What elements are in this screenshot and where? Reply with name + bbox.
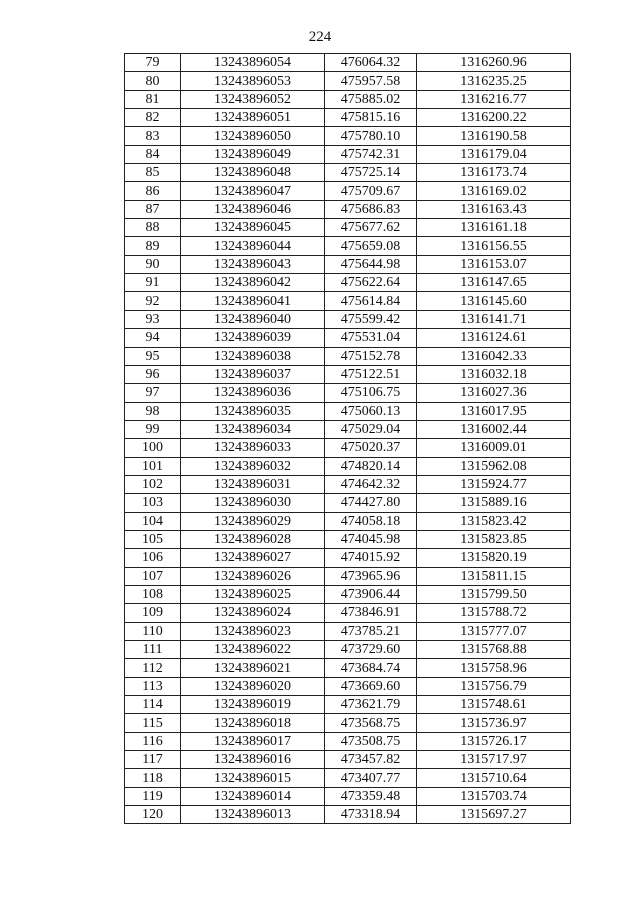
point-id-cell: 13243896013 [181,806,325,824]
table-row [125,347,571,365]
point-number-cell: 109 [125,604,181,622]
point-id-cell: 13243896029 [181,512,325,530]
y-coordinate-cell: 1315823.42 [417,512,571,530]
x-coordinate-cell: 475020.37 [325,439,417,457]
point-id-cell: 13243896025 [181,585,325,603]
table-row [125,237,571,255]
table-row [125,769,571,787]
point-id-cell: 13243896035 [181,402,325,420]
point-id-cell: 13243896018 [181,714,325,732]
table-row [125,439,571,457]
coordinates-table-body [125,54,571,824]
point-id-cell: 13243896040 [181,310,325,328]
y-coordinate-cell: 1316124.61 [417,329,571,347]
table-row [125,806,571,824]
y-coordinate-cell: 1316190.58 [417,127,571,145]
point-id-cell: 13243896041 [181,292,325,310]
y-coordinate-cell: 1316147.65 [417,274,571,292]
x-coordinate-cell: 475709.67 [325,182,417,200]
x-coordinate-cell: 475957.58 [325,72,417,90]
point-number-cell: 80 [125,72,181,90]
point-number-cell: 93 [125,310,181,328]
y-coordinate-cell: 1315811.15 [417,567,571,585]
x-coordinate-cell: 473684.74 [325,659,417,677]
x-coordinate-cell: 473508.75 [325,732,417,750]
y-coordinate-cell: 1316235.25 [417,72,571,90]
y-coordinate-cell: 1316216.77 [417,90,571,108]
x-coordinate-cell: 473407.77 [325,769,417,787]
point-id-cell: 13243896022 [181,641,325,659]
x-coordinate-cell: 473621.79 [325,696,417,714]
table-row [125,714,571,732]
point-number-cell: 114 [125,696,181,714]
point-number-cell: 112 [125,659,181,677]
table-row [125,567,571,585]
table-row [125,182,571,200]
point-id-cell: 13243896032 [181,457,325,475]
point-number-cell: 88 [125,219,181,237]
table-row [125,310,571,328]
table-row [125,696,571,714]
table-row [125,72,571,90]
point-number-cell: 106 [125,549,181,567]
point-id-cell: 13243896024 [181,604,325,622]
point-number-cell: 111 [125,641,181,659]
table-row [125,384,571,402]
x-coordinate-cell: 473318.94 [325,806,417,824]
y-coordinate-cell: 1315703.74 [417,787,571,805]
x-coordinate-cell: 474427.80 [325,494,417,512]
x-coordinate-cell: 475659.08 [325,237,417,255]
y-coordinate-cell: 1316173.74 [417,164,571,182]
point-id-cell: 13243896051 [181,109,325,127]
y-coordinate-cell: 1315820.19 [417,549,571,567]
table-row [125,677,571,695]
x-coordinate-cell: 474015.92 [325,549,417,567]
point-number-cell: 102 [125,475,181,493]
x-coordinate-cell: 473359.48 [325,787,417,805]
y-coordinate-cell: 1315726.17 [417,732,571,750]
table-row [125,530,571,548]
x-coordinate-cell: 475614.84 [325,292,417,310]
y-coordinate-cell: 1316179.04 [417,145,571,163]
y-coordinate-cell: 1316032.18 [417,365,571,383]
point-number-cell: 117 [125,751,181,769]
point-number-cell: 104 [125,512,181,530]
point-number-cell: 103 [125,494,181,512]
y-coordinate-cell: 1316161.18 [417,219,571,237]
table-row [125,475,571,493]
x-coordinate-cell: 474642.32 [325,475,417,493]
point-number-cell: 98 [125,402,181,420]
y-coordinate-cell: 1315717.97 [417,751,571,769]
point-number-cell: 99 [125,420,181,438]
x-coordinate-cell: 475780.10 [325,127,417,145]
point-id-cell: 13243896045 [181,219,325,237]
y-coordinate-cell: 1315710.64 [417,769,571,787]
table-row [125,292,571,310]
point-number-cell: 101 [125,457,181,475]
x-coordinate-cell: 475885.02 [325,90,417,108]
point-number-cell: 118 [125,769,181,787]
y-coordinate-cell: 1316260.96 [417,54,571,72]
x-coordinate-cell: 473965.96 [325,567,417,585]
point-id-cell: 13243896044 [181,237,325,255]
table-row [125,751,571,769]
point-id-cell: 13243896014 [181,787,325,805]
point-number-cell: 86 [125,182,181,200]
table-row [125,457,571,475]
point-id-cell: 13243896047 [181,182,325,200]
point-id-cell: 13243896026 [181,567,325,585]
table-row [125,732,571,750]
point-number-cell: 110 [125,622,181,640]
table-row [125,585,571,603]
point-id-cell: 13243896036 [181,384,325,402]
point-number-cell: 85 [125,164,181,182]
x-coordinate-cell: 474045.98 [325,530,417,548]
y-coordinate-cell: 1315823.85 [417,530,571,548]
table-row [125,219,571,237]
y-coordinate-cell: 1315768.88 [417,641,571,659]
point-id-cell: 13243896021 [181,659,325,677]
table-row [125,329,571,347]
point-number-cell: 119 [125,787,181,805]
x-coordinate-cell: 475152.78 [325,347,417,365]
y-coordinate-cell: 1316200.22 [417,109,571,127]
table-row [125,200,571,218]
table-row [125,145,571,163]
table-row [125,494,571,512]
x-coordinate-cell: 473846.91 [325,604,417,622]
x-coordinate-cell: 473568.75 [325,714,417,732]
x-coordinate-cell: 475599.42 [325,310,417,328]
point-id-cell: 13243896054 [181,54,325,72]
table-row [125,420,571,438]
y-coordinate-cell: 1315736.97 [417,714,571,732]
point-number-cell: 115 [125,714,181,732]
table-row [125,622,571,640]
point-number-cell: 97 [125,384,181,402]
x-coordinate-cell: 476064.32 [325,54,417,72]
x-coordinate-cell: 475622.64 [325,274,417,292]
point-number-cell: 94 [125,329,181,347]
point-id-cell: 13243896016 [181,751,325,769]
y-coordinate-cell: 1315697.27 [417,806,571,824]
table-row [125,549,571,567]
y-coordinate-cell: 1316027.36 [417,384,571,402]
table-row [125,787,571,805]
point-id-cell: 13243896052 [181,90,325,108]
point-number-cell: 83 [125,127,181,145]
x-coordinate-cell: 474820.14 [325,457,417,475]
point-number-cell: 79 [125,54,181,72]
y-coordinate-cell: 1315889.16 [417,494,571,512]
point-number-cell: 91 [125,274,181,292]
x-coordinate-cell: 475725.14 [325,164,417,182]
point-number-cell: 87 [125,200,181,218]
table-row [125,109,571,127]
y-coordinate-cell: 1315756.79 [417,677,571,695]
point-number-cell: 92 [125,292,181,310]
x-coordinate-cell: 473906.44 [325,585,417,603]
point-id-cell: 13243896050 [181,127,325,145]
point-id-cell: 13243896028 [181,530,325,548]
point-number-cell: 81 [125,90,181,108]
table-row [125,90,571,108]
point-id-cell: 13243896043 [181,255,325,273]
point-id-cell: 13243896034 [181,420,325,438]
table-row [125,512,571,530]
point-number-cell: 120 [125,806,181,824]
y-coordinate-cell: 1315748.61 [417,696,571,714]
y-coordinate-cell: 1316002.44 [417,420,571,438]
y-coordinate-cell: 1316009.01 [417,439,571,457]
point-number-cell: 108 [125,585,181,603]
point-id-cell: 13243896039 [181,329,325,347]
y-coordinate-cell: 1316017.95 [417,402,571,420]
x-coordinate-cell: 473457.82 [325,751,417,769]
y-coordinate-cell: 1315799.50 [417,585,571,603]
y-coordinate-cell: 1316153.07 [417,255,571,273]
y-coordinate-cell: 1316156.55 [417,237,571,255]
table-row [125,365,571,383]
x-coordinate-cell: 475644.98 [325,255,417,273]
point-number-cell: 95 [125,347,181,365]
point-number-cell: 90 [125,255,181,273]
point-id-cell: 13243896031 [181,475,325,493]
table-row [125,641,571,659]
point-id-cell: 13243896046 [181,200,325,218]
x-coordinate-cell: 475531.04 [325,329,417,347]
y-coordinate-cell: 1315924.77 [417,475,571,493]
point-number-cell: 107 [125,567,181,585]
point-id-cell: 13243896048 [181,164,325,182]
point-id-cell: 13243896027 [181,549,325,567]
table-row [125,127,571,145]
point-id-cell: 13243896019 [181,696,325,714]
x-coordinate-cell: 473729.60 [325,641,417,659]
point-id-cell: 13243896042 [181,274,325,292]
point-number-cell: 116 [125,732,181,750]
point-id-cell: 13243896020 [181,677,325,695]
table-row [125,164,571,182]
table-row [125,604,571,622]
x-coordinate-cell: 475060.13 [325,402,417,420]
point-number-cell: 82 [125,109,181,127]
y-coordinate-cell: 1315758.96 [417,659,571,677]
x-coordinate-cell: 475122.51 [325,365,417,383]
y-coordinate-cell: 1316141.71 [417,310,571,328]
page-number: 224 [308,29,332,45]
point-id-cell: 13243896017 [181,732,325,750]
x-coordinate-cell: 473785.21 [325,622,417,640]
point-id-cell: 13243896015 [181,769,325,787]
y-coordinate-cell: 1316169.02 [417,182,571,200]
y-coordinate-cell: 1315777.07 [417,622,571,640]
point-id-cell: 13243896038 [181,347,325,365]
point-number-cell: 84 [125,145,181,163]
coordinates-table [124,53,571,824]
y-coordinate-cell: 1315788.72 [417,604,571,622]
point-number-cell: 105 [125,530,181,548]
point-id-cell: 13243896049 [181,145,325,163]
x-coordinate-cell: 475106.75 [325,384,417,402]
point-number-cell: 89 [125,237,181,255]
x-coordinate-cell: 475677.62 [325,219,417,237]
x-coordinate-cell: 473669.60 [325,677,417,695]
y-coordinate-cell: 1315962.08 [417,457,571,475]
point-id-cell: 13243896030 [181,494,325,512]
table-row [125,402,571,420]
point-id-cell: 13243896033 [181,439,325,457]
x-coordinate-cell: 475815.16 [325,109,417,127]
y-coordinate-cell: 1316042.33 [417,347,571,365]
point-id-cell: 13243896023 [181,622,325,640]
table-row [125,274,571,292]
point-id-cell: 13243896053 [181,72,325,90]
point-id-cell: 13243896037 [181,365,325,383]
y-coordinate-cell: 1316145.60 [417,292,571,310]
table-row [125,659,571,677]
table-row [125,255,571,273]
x-coordinate-cell: 475686.83 [325,200,417,218]
x-coordinate-cell: 475029.04 [325,420,417,438]
point-number-cell: 113 [125,677,181,695]
table-row [125,54,571,72]
x-coordinate-cell: 475742.31 [325,145,417,163]
x-coordinate-cell: 474058.18 [325,512,417,530]
y-coordinate-cell: 1316163.43 [417,200,571,218]
point-number-cell: 100 [125,439,181,457]
point-number-cell: 96 [125,365,181,383]
